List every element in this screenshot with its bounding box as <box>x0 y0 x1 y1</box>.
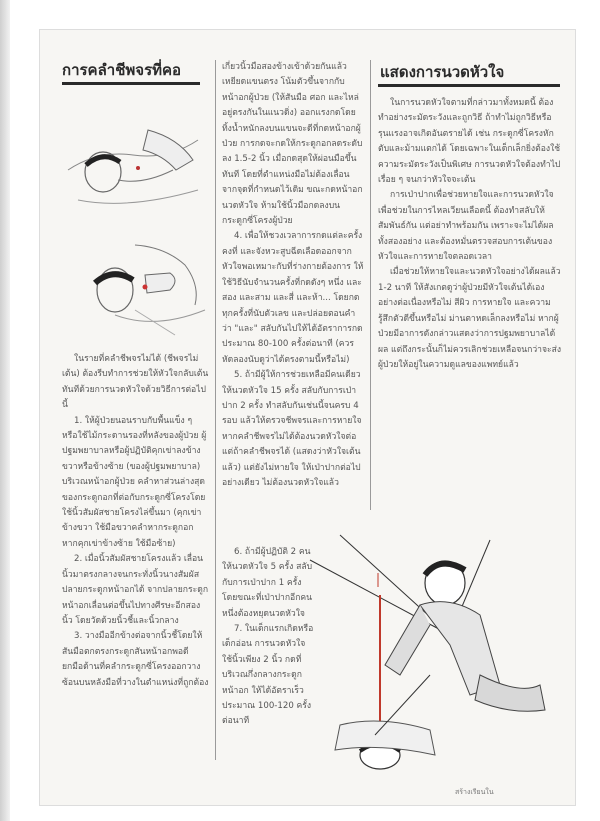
right-heading-rule <box>378 84 560 87</box>
column-2-text <box>222 60 364 530</box>
col2-narrow-paragraph: 6. ถ้ามีผู้ปฏิบัติ 2 คน ให้นวดหัวใจ 5 ครั้ง สลับกับการเป่าปาก 1 ครั้ง โดยขณะที่เป่าปากอีกคนหนึ่งต้องหยุดนวดหัวใจ <box>222 547 313 619</box>
column-divider-2 <box>370 60 371 510</box>
col2-paragraph: เกี่ยวนิ้วมือสองข้างเข้าด้วยกันแล้วเหยียดแขนตรง โน้มตัวขึ้นจากกับหน้าอกผู้ป่วย (ให้สันมือ ศอก และไหล่ อยู่ตรงกันในแนวดิ่ง) ออกแรงกดโดยทิ้งน้ำหนักลงบนแขนจะดีที่กดหน้าอกผู้ป่วย การกดจะกดให้กระดูกอกลดระดับลง 1.5-2 นิ้ว เมื่อกดสุดให้ผ่อนมือขึ้นทันที โดยที่ตำแหน่งมือไม่ต้องเลื่อนจากจุดที่กำหนดไว้เดิม ขณะกดหน้าอกนวดหัวใจ ห้ามใช้นิ้วมือกดลงบนกระดูกซี่โครงผู้ป่วย <box>222 62 363 227</box>
left-heading: การคลำชีพจรที่คอ <box>62 61 182 79</box>
col2-narrow-paragraph: 7. ในเด็กแรกเกิดหรือเด็กอ่อน การนวดหัวใจใช้นิ้วเพียง 2 นิ้ว กดที่บริเวณกึ่งกลางกระดูกหน้าอก ให้ได้อัตราเร็วประมาณ 100-120 ครั้งต่อนาที <box>222 624 314 727</box>
col3-paragraph: ในการนวดหัวใจตามที่กล่าวมาทั้งหมดนี้ ต้องทำอย่างระมัดระวังและถูกวิธี ถ้าทำไม่ถูกวิธีหรือรุนแรงอาจเกิดอันตรายได้ เช่น กระดูกซี่โครงหักตับและม้ามแตกได้ โดยเฉพาะในเด็กเล็กยิ่งต้องใช้ความระมัดระวังเป็นพิเศษ การนวดหัวใจต้องทำไปเรื่อย ๆ จนกว่าหัวใจจะเต้น <box>378 98 561 186</box>
col2-paragraph: 4. เพื่อให้ชวงเวลาการกดแต่ละครั้งคงที่ และจังหวะสูบฉีดเลือดออกจากหัวใจพอเหมาะกับที่ร่างกายต้องการ ให้ใช้วิธีนับจำนวนครั้งที่กดดังๆ หนึ่ง และสอง และสาม และสี่ และห้า... โดยกดทุกครั้งที่นับตัวเลข และปล่อยตอนคำว่า "และ" สลับกันไปให้ได้อัตราการกดประมาณ 80-100 ครั้งต่อนาที (ควรหัดลองนับดูว่าได้ตรงตามนี้หรือไม่) <box>222 231 364 365</box>
col1-paragraph: 3. วางมืออีกข้างต่อจากนิ้วชี้โดยให้สันมือตกตรงกระดูกสันหน้าอกพอดี ยกมือด้านที่คลำกระดูกซี่โครงออกวางซ้อนบนหลังมือที่วางในตำแหน่งที่ถูกต้อง <box>62 631 209 688</box>
cpr-illustration <box>300 525 565 780</box>
neck-pulse-illustration-2 <box>75 235 215 345</box>
right-heading: แสดงการนวดหัวใจ <box>380 63 505 81</box>
col2-paragraph: 5. ถ้ามีผู้ให้การช่วยเหลือมีคนเดียว ให้นวดหัวใจ 15 ครั้ง สลับกับการเป่าปาก 2 ครั้ง ทำสลับกันเช่นนี้จนครบ 4 รอบ แล้วให้ตรวจชีพจรและการหายใจ หากคลำชีพจรไม่ได้ต้องนวดหัวใจต่อ แต่ถ้าคลำชีพจรได้ (แสดงว่าหัวใจเต้นแล้ว) แต่ยังไม่หายใจ ให้เป่าปากต่อไปอย่างเดียว ไม่ต้องนวดหัวใจแล้ว <box>222 370 362 488</box>
col1-paragraph: 2. เมื่อนิ้วสัมผัสชายโครงแล้ว เลื่อนนิ้วมาตรงกลางจนกระทั่งนิ้วนางสัมผัสปลายกระดูกหน้าอกได้ จากปลายกระดูกหน้าอกเลื่อนต่อขึ้นไปทางศีรษะอีกสองนิ้ว โดยวัดด้วยนิ้วชี้และนิ้วกลาง <box>62 554 209 626</box>
col3-paragraph: เมื่อช่วยให้หายใจและนวดหัวใจอย่างได้ผลแล้ว 1-2 นาที ให้สังเกตดูว่าผู้ป่วยมีหัวใจเต้นได้เองอย่างต่อเนื่องหรือไม่ สีผิว การหายใจ และความรู้สึกตัวดีขึ้นหรือไม่ ม่านตาหดเล็กลงหรือไม่ หากผู้ป่วยมีอาการดังกล่าวแสดงว่าการปฐมพยาบาลได้ผล แต่ถึงกระนั้นก็ไม่ควรเลิกช่วยเหลือจนกว่าจะส่งผู้ป่วยให้อยู่ในความดูแลของแพทย์แล้ว <box>378 267 562 370</box>
col1-paragraph: 1. ให้ผู้ป่วยนอนราบกับพื้นแข็ง ๆ หรือใช้ไม้กระดานรองที่หลังของผู้ป่วย ผู้ปฐมพยาบาลหรือผู้ปฏิบัติคุกเข่าลงข้างขวาหรือข้างซ้าย (ของผู้ปฐมพยาบาล) บริเวณหน้าอกผู้ป่วย คลำหาส่วนล่างสุดของกระดูกอกที่ต่อกับกระดูกซี่โครงโดยใช้นิ้วสัมผัสชายโครงไล่ขึ้นมา (คุกเข่าข้างขวา ใช้มือขวาคลำหากระดูกอก หากคุกเข่าข้างซ้าย ใช้มือซ้าย) <box>62 415 207 549</box>
left-heading-rule <box>62 82 200 85</box>
page-footer: สร้างเรียนใน <box>455 788 494 796</box>
neck-pulse-illustration-1 <box>58 110 208 220</box>
column-3-text <box>378 96 563 506</box>
col1-paragraph: ในรายที่คลำชีพจรไม่ได้ (ชีพจรไม่เต้น) ต้องรีบทำการช่วยให้หัวใจกลับเต้นทันทีด้วยการนวดหัวใจด้วยวิธีการต่อไปนี้ <box>62 354 209 411</box>
column-1-text <box>62 352 210 802</box>
column-divider-1 <box>215 60 216 760</box>
book-spine-shadow <box>0 0 10 821</box>
col3-paragraph: การเป่าปากเพื่อช่วยหายใจและการนวดหัวใจเพื่อช่วยในการไหลเวียนเลือดนี้ ต้องทำสลับให้สัมพันธ์กัน แต่อย่าทำพร้อมกัน เพราะจะไม่ได้ผลทั้งสองอย่าง และต้องหมั่นตรวจสอบการเต้นของหัวใจและการหายใจตลอดเวลา <box>378 190 554 263</box>
